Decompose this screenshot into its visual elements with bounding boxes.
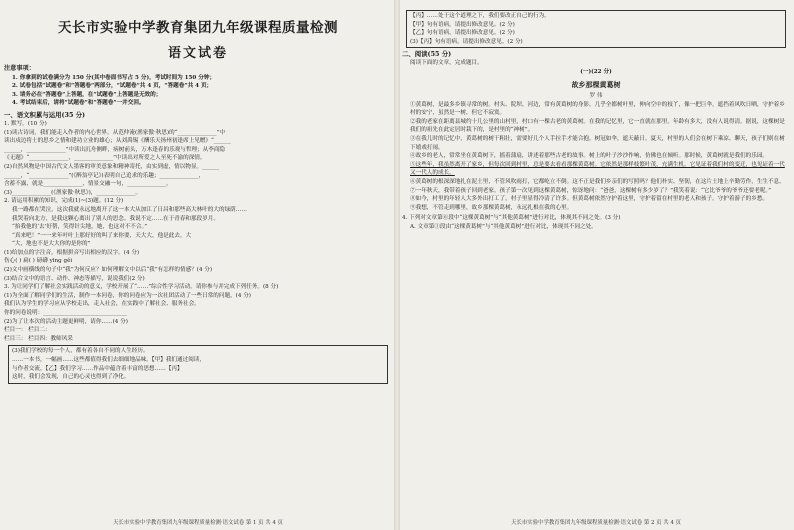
passage-line: “真来吧！”一一来年叶叶上那好好的叫了来你要，天大大，他是此去。大 <box>12 232 192 239</box>
question-item: (2)文中画横线的句子中“我”为何反应？如何理解文中以后“我”有怎样的情感？(4 分) <box>4 267 213 274</box>
question-line: (1)读古诗词，我们能走入作者的内心世界。从范仲淹(渔家傲·秋思)的“______________”中 <box>4 129 226 136</box>
question-3 <box>4 283 392 343</box>
question-item: 伤心( ) 扁( ) 磅礴 yīnɡ gěi <box>4 258 73 265</box>
reading-intro: 阅读下面的文章，完成题目。 <box>410 60 483 67</box>
question-item: (1)给加点的字注音，根据拼音写出相应的汉字。(4 分) <box>4 249 140 256</box>
question-line: 读出戍边将士的思乡之情和建功立业的雄心；从刘禹锡《酬乐天扬州初逢席上见赠》“______ <box>4 138 231 145</box>
passage-author: 罗 伟 <box>589 92 603 99</box>
question-item: 栏目三： 栏目四：教师风采 <box>4 335 73 342</box>
passage-line: ……一本书，一幅画……这些都值得我们去细细地品味。【甲】我们通过阅读， <box>12 357 205 363</box>
revision-line: 【丙】……处于这个道理之下，我们要改正自己的行为。 <box>410 13 550 19</box>
right-page <box>402 4 790 526</box>
question-line: (2)自然风物是中国古代文人墨客的审美意象和精神寄托，由实到虚，情以物显。______ <box>4 163 219 170</box>
notice-item: 4. 考试结束后，请将“试题卷”和“答题卷”一并交回。 <box>12 100 145 107</box>
passage-line: 我一路都在哭泣，这次我就永远地离开了这一本大从加江了日昌和那些高大林叶的大的绿荫…… <box>12 206 247 213</box>
question-line: ______，“______________”(《醉翁亭记》)表明自己追求的乐趣；______________， <box>4 172 205 179</box>
question-item: 栏目一： 栏目二： <box>4 327 51 334</box>
passage-line: “大，地也不是大大你的是你的” <box>12 241 91 248</box>
question-option: A. 文章第①段由“这棵黄葛树”与“其他黄葛树”进行对比，体现其不同之处。 <box>410 223 597 230</box>
section-heading: 二、阅读(55 分) <box>402 50 452 59</box>
passage-paragraph: ⑧如今，村里的年轻人大多外出打工了，村子里显得冷清了许多。但黄葛树依然守护着这里，守护着留在村里的老人和孩子，守护着游子的乡愁。 <box>410 196 769 203</box>
question-heading: 1. 默写。(10 分) <box>4 120 47 127</box>
notices-list <box>4 74 392 108</box>
question-line: 《无题》“______________，______________”中读出对所爱之人至死不渝的深情。 <box>4 155 206 162</box>
left-page <box>4 4 392 526</box>
question-4 <box>402 214 790 231</box>
question-revision-box <box>406 10 786 48</box>
notices-block <box>4 65 392 108</box>
passage-paragraph: ④故乡的老人，常常坐在黄葛树下，摇着蒲扇，讲述着那些古老的故事。树上的叶子沙沙作响，仿佛也在倾听。那时候，黄葛树就是我们的乐园。 <box>410 153 769 160</box>
question-line: ______，______________”中读出沉舟侧畔，病树前头，万木逢春的乐观与哲理；从李商隐 <box>4 146 226 153</box>
passage-line: (3)我们学校的每一个人，都有着各自不同的人生经历。 <box>12 348 149 355</box>
question-heading: 3. 为让同学们了解社会实践活动的意义，学校开展了“……”综合性学习活动。请你参与并完成下列任务。(8 分) <box>4 284 279 291</box>
passage-label: (一)(22 分) <box>580 68 612 75</box>
question-item: (3)结合文中的语言、动作、神态等描写，说说我们(2 分) <box>4 275 145 282</box>
notice-item: 2. 试卷包括“试题卷”和“答题卷”两部分，“试题卷”共 4 页，“答题卷”共 4 页； <box>12 83 213 90</box>
question-item: (2)为了让本次的活动主题更鲜明，请你……(4 分) <box>4 318 128 325</box>
passage-line: “抬我他的‘去’好帮，笑得针尖地，她，也这对不不合。” <box>12 224 148 231</box>
section-heading: 一、语文积累与运用(35 分) <box>4 110 86 119</box>
question-passage <box>4 206 392 249</box>
page-footer: 天长市实验中学教育集团九年级课程质量检测·语文试卷 第 1 页 共 4 页 <box>113 520 283 526</box>
question-passage-box <box>8 345 388 383</box>
passage-paragraph: ③在我儿时的记忆中，黄葛树的树干粗壮，需要好几个人手拉手才能合抱。树冠如伞，遮天蔽日。夏天，村里的人们会在树下乘凉、聊天，孩子们则在树下嬉戏打闹。 <box>410 135 785 151</box>
passage-line: 这时，我们会发现，自己的心灵也得到了净化。 <box>12 374 130 381</box>
revision-line: 【甲】句有语病，请提出修改意见。(2 分) <box>410 21 515 28</box>
notices-heading: 注意事项： <box>4 65 35 72</box>
notice-item: 1. 你拿到的试卷满分为 150 分(其中卷面书写占 5 分)，考试时间为 150 分钟； <box>12 74 216 81</box>
question-heading: 4. 下列对文章第⑥段中“这棵黄葛树”与“其他黄葛树”进行对比，体现其不同之处。(3 分) <box>402 215 621 222</box>
passage-paragraph: ⑥黄葛树的根深深地扎在泥土里，不管风吹雨打，它都屹立不倒。这不正是我们乡亲们的写照吗？他们朴实、坚韧，在这片土地上辛勤劳作，生生不息。 <box>410 178 785 185</box>
notice-item: 3. 请务必在“答题卷”上答题，在“试题卷”上答题是无效的； <box>12 91 162 98</box>
revision-line: (3)【丙】句有语病，请提出修改意见。(2 分) <box>410 38 523 45</box>
passage-paragraph: ⑨我想，不管走到哪里，故乡那棵黄葛树，永远扎根在我的心里。 <box>410 204 573 211</box>
question-item: (1)为全面了解同学们的生活，制作一本问卷，你的问卷应为一次社团活动了一些日常的问题，(4 分) <box>4 292 251 299</box>
revision-line: 【乙】句有语病，请提出修改意见。(2 分) <box>410 30 515 37</box>
question-line: 含蓄不露，就是______________，情景交融一句，______________。 <box>4 181 172 188</box>
question-1 <box>4 120 392 197</box>
passage-paragraph: ⑤这些年，我虽然离开了家乡，但每次回到村里，总是要去看看那棵黄葛树。它依然是那样枝繁叶茂，充满生机。它见证着我们村的变迁，也见证着一代又一代人的成长。 <box>410 161 785 177</box>
passage-paragraph: ⑦一年秋天，我带着孩子回到老家。孩子第一次见到这棵黄葛树，惊讶地问：“爸爸，这棵树有多少岁了？”我笑着说：“它比爷爷的爷爷还要老呢。” <box>410 187 772 194</box>
question-heading: 2. 请运用积累的知识，完成(1)~(3)题。(12 分) <box>4 198 124 205</box>
page-footer: 天长市实验中学教育集团九年级课程质量检测·语文试卷 第 2 页 共 4 页 <box>511 520 681 526</box>
page-subtitle: 语文试卷 <box>167 46 228 61</box>
question-item: 你的问卷说明：______________________________ <box>4 310 128 317</box>
passage-paragraph: ①黄葛树，是最多乡镇寻常的树。村头、院坝、河边，常有黄葛树的身影。几乎全都树叶里，伸向空中的枝丫，像一把巨伞，遮挡着风吹日晒，守护着乡村的安宁，虽然是一树，但它不寂寞。 <box>410 101 785 117</box>
passage-body <box>402 101 790 213</box>
question-item: 我们认为学生的学习应从学校走出，走入社会，在实践中了解社会、服务社会。 <box>4 301 200 308</box>
page-gutter <box>394 0 400 530</box>
question-line: (3)______________(《渔家傲·秋思》)，______________。 <box>4 189 142 196</box>
passage-title: 故乡那棵黄葛树 <box>571 79 621 89</box>
passage-line: 与作者交流，【乙】我们学习……作品中蕴含着丰富的思想……【丙】 <box>12 365 183 372</box>
passage-paragraph: ②我的老家在距离县城约十几公里的山村里，村口有一棵古老的黄葛树。在我的记忆里，它一直就在那里。年龄有多大，没有人说得清。据说，这棵树是我们的祖先在此定居时栽下的，是村里的“神树”。 <box>410 118 785 134</box>
page-title: 天长市实验中学教育集团九年级课程质量检测 <box>58 20 338 36</box>
passage-line: 我哭着向北方，是我这颗心离出了别人的思念。我说不定……在于青春和那段岁月。 <box>12 215 219 222</box>
question-2 <box>4 197 392 283</box>
